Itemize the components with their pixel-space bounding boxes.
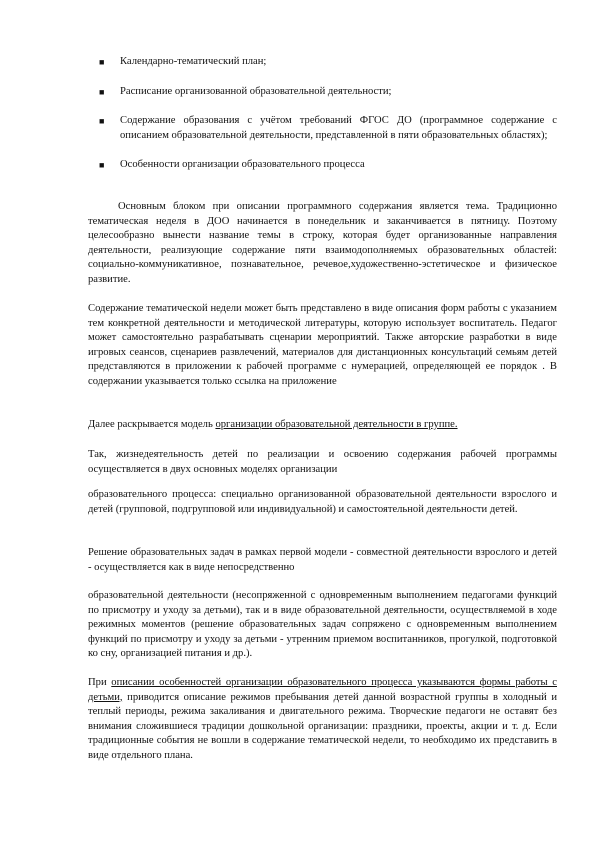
model-link[interactable]: организации образовательной деятельности в группе.: [215, 419, 458, 430]
list-item: [88, 158, 557, 173]
bullet-list: [88, 55, 557, 188]
paragraph-model: [88, 418, 557, 433]
paragraph-week-content: Содержание тематической недели может быть представлено в виде описания форм работы с указанием тем конкретной деятельности и методической литературы, которую использует воспитатель. Педагог может самостоятельно разрабатывать сценарии мероприятий. Также авторские разработки в виде игровых сеансов, сценариев развлечений, материалов для дистанционных консультаций семьям детей представляются в приложении к рабочей программе с нумерацией, определяющей ее порядок . В содержании указывается только ссылка на приложение: [88, 303, 557, 387]
paragraph-features-text: приводится описание режимов пребывания детей данной возрастной группы в холодный и теплый периоды, режима закаливания и двигательного режима. Творческие педагоги не оставят без внимания сложившиеся традиции дошкольной организации: праздники, проекты, акции и т. д. Если традиционные события не вошли в содержание тематической недели, то необходимо их представить в виде отдельного плана.: [88, 691, 557, 761]
process-features-link[interactable]: описании особенностей организации образовательного процесса указываются формы работы с детьми,: [88, 677, 557, 703]
bullet-icon: ■: [99, 116, 105, 127]
paragraph-features-pre: При: [88, 677, 112, 688]
list-item-text: Особенности организации образовательного процесса: [120, 159, 365, 171]
paragraph-model-text: Далее раскрывается модель: [88, 419, 216, 430]
paragraph-process-features: [88, 676, 557, 764]
paragraph-first-model: Решение образовательных задач в рамках первой модели - совместной деятельности взрослого и детей - осуществляется как в виде непосредственно: [88, 547, 557, 573]
list-item-text: Календарно-тематический план;: [120, 56, 267, 67]
paragraph-life-activity: Так, жизнедеятельность детей по реализации и освоению содержания рабочей программы осуществляется в двух основных моделях организации: [88, 449, 557, 475]
list-item: [88, 85, 557, 100]
list-item: [88, 114, 557, 143]
list-item: [88, 55, 557, 70]
bullet-icon: ■: [99, 86, 105, 97]
list-item-text: Расписание организованной образовательной деятельности;: [120, 85, 392, 97]
paragraph-direct-activity: образовательной деятельности (несопряженной с одновременным выполнением педагогами функций по присмотру и уходу за детьми), так и в виде образовательной деятельности, осуществляемой в ходе режимных моментов (решение образовательных задач сопряжено с одновременным выполнением функций по присмотру и уходу за детьми - утренним приемом воспитанников, прогулкой, подготовкой ко сну, организацией питания и др.).: [88, 590, 557, 660]
bullet-icon: ■: [99, 160, 105, 171]
paragraph-educational-process: образовательного процесса: специально организованной образовательной деятельности взрослого и детей (групповой, подгрупповой или индивидуальной) и самостоятельной деятельности детей.: [88, 489, 557, 515]
bullet-icon: ■: [99, 57, 105, 67]
list-item-text: Содержание образования с учётом требований ФГОС ДО (программное содержание с описанием образовательной деятельности, представленной в пяти образовательных областях);: [120, 115, 557, 141]
paragraph-theme: Основным блоком при описании программного содержания является тема. Традиционно тематическая неделя в ДОО начинается в понедельник и заканчивается в пятницу. Поэтому целесообразно вынести название темы в строку, которая будет организованные направления деятельности, реализующие содержание пяти взаимодополняемых образовательных областей: социально-коммуникативное, познавательное, речевое,художественно-эстетическое и физическое развитие.: [88, 201, 557, 285]
